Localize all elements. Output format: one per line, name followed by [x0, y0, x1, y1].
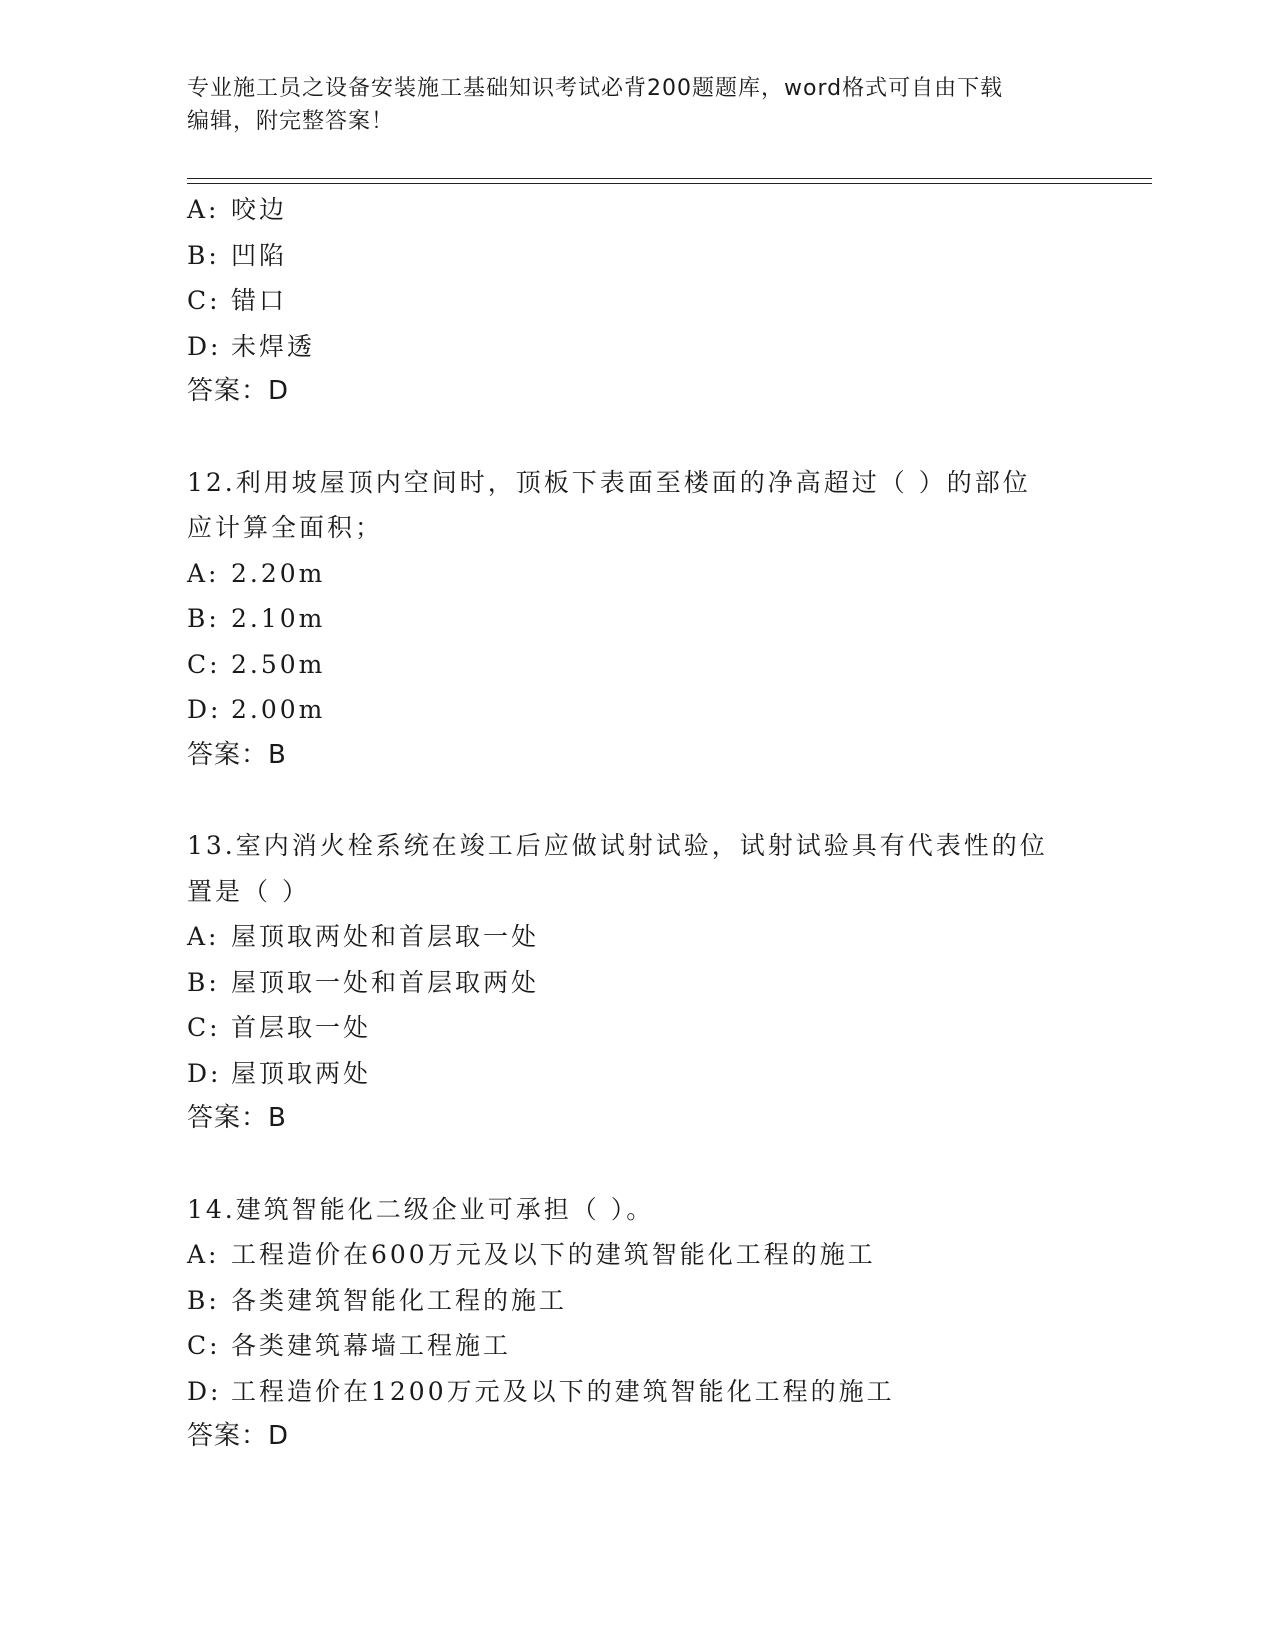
header-divider-top — [187, 178, 1152, 179]
question-12-answer: 答案：B — [187, 739, 287, 770]
question-13-option-d — [187, 1051, 1087, 1097]
document-header — [187, 72, 1067, 138]
header-title-line-2: 编辑，附完整答案！ — [187, 109, 395, 134]
question-11-answer: 答案：D — [187, 376, 290, 406]
question-13-answer: 答案：B — [187, 1103, 287, 1133]
option-key: D: — [187, 331, 222, 361]
option-key: D: — [187, 1376, 222, 1406]
option-text: 屋顶取一处和首层取两处 — [231, 967, 540, 997]
question-13-stem-line-2: 置是（ ） — [187, 876, 310, 906]
question-14-option-a — [187, 1232, 1087, 1278]
header-divider-bottom — [187, 183, 1152, 184]
question-13 — [187, 823, 1087, 1142]
option-text: 2.20m — [231, 558, 326, 588]
option-key: C: — [187, 286, 221, 315]
option-key: B: — [187, 967, 220, 997]
question-12-option-a — [187, 551, 1087, 597]
option-text: 2.00m — [231, 695, 326, 724]
question-12-option-c — [187, 642, 1087, 688]
question-14-option-b — [187, 1278, 1087, 1324]
question-12-option-d — [187, 687, 1087, 733]
option-text: 工程造价在600万元及以下的建筑智能化工程的施工 — [231, 1240, 876, 1269]
option-text: 咬边 — [231, 195, 288, 224]
option-text: 各类建筑幕墙工程施工 — [231, 1331, 512, 1360]
option-key: D: — [187, 695, 222, 724]
question-11 — [187, 187, 1087, 415]
question-14-stem-line-1: 14.建筑智能化二级企业可承担（ ）。 — [187, 1194, 655, 1224]
option-key: B: — [187, 604, 220, 633]
option-key: C: — [187, 1013, 221, 1042]
option-text: 各类建筑智能化工程的施工 — [231, 1285, 568, 1315]
option-key: B: — [187, 240, 220, 270]
option-text: 屋顶取两处和首层取一处 — [231, 922, 540, 951]
option-key: A: — [187, 558, 220, 588]
question-12-stem-line-1: 12.利用坡屋顶内空间时，顶板下表面至楼面的净高超过（ ）的部位 — [187, 467, 1031, 497]
option-text: 未焊透 — [231, 331, 316, 361]
question-11-option-b — [187, 233, 1087, 279]
option-text: 2.50m — [231, 649, 326, 679]
option-key: C: — [187, 1331, 221, 1360]
option-text: 错口 — [231, 286, 288, 315]
header-title-line-1: 专业施工员之设备安装施工基础知识考试必背200题题库，word格式可自由下载 — [187, 76, 1004, 101]
question-list — [187, 187, 1087, 1460]
question-14 — [187, 1187, 1087, 1460]
question-11-option-d — [187, 324, 1087, 370]
option-key: D: — [187, 1058, 222, 1088]
option-text: 2.10m — [231, 604, 326, 633]
option-key: B: — [187, 1285, 220, 1315]
option-key: C: — [187, 649, 221, 679]
question-12 — [187, 460, 1087, 779]
option-text: 工程造价在1200万元及以下的建筑智能化工程的施工 — [231, 1376, 895, 1406]
question-11-option-c — [187, 278, 1087, 324]
option-key: A: — [187, 1240, 220, 1269]
option-text: 屋顶取两处 — [231, 1058, 372, 1088]
option-key: A: — [187, 922, 220, 951]
question-14-answer: 答案：D — [187, 1421, 290, 1451]
option-key: A: — [187, 195, 220, 224]
question-12-stem-line-2: 应计算全面积； — [187, 513, 384, 542]
question-12-option-b — [187, 596, 1087, 642]
question-11-option-a — [187, 187, 1087, 233]
question-13-stem-line-1: 13.室内消火栓系统在竣工后应做试射试验，试射试验具有代表性的位 — [187, 831, 1048, 860]
option-text: 凹陷 — [231, 240, 288, 270]
question-13-option-c — [187, 1005, 1087, 1051]
option-text: 首层取一处 — [231, 1013, 372, 1042]
question-13-option-a — [187, 914, 1087, 960]
question-13-option-b — [187, 960, 1087, 1006]
question-14-option-c — [187, 1323, 1087, 1369]
question-14-option-d — [187, 1369, 1087, 1415]
